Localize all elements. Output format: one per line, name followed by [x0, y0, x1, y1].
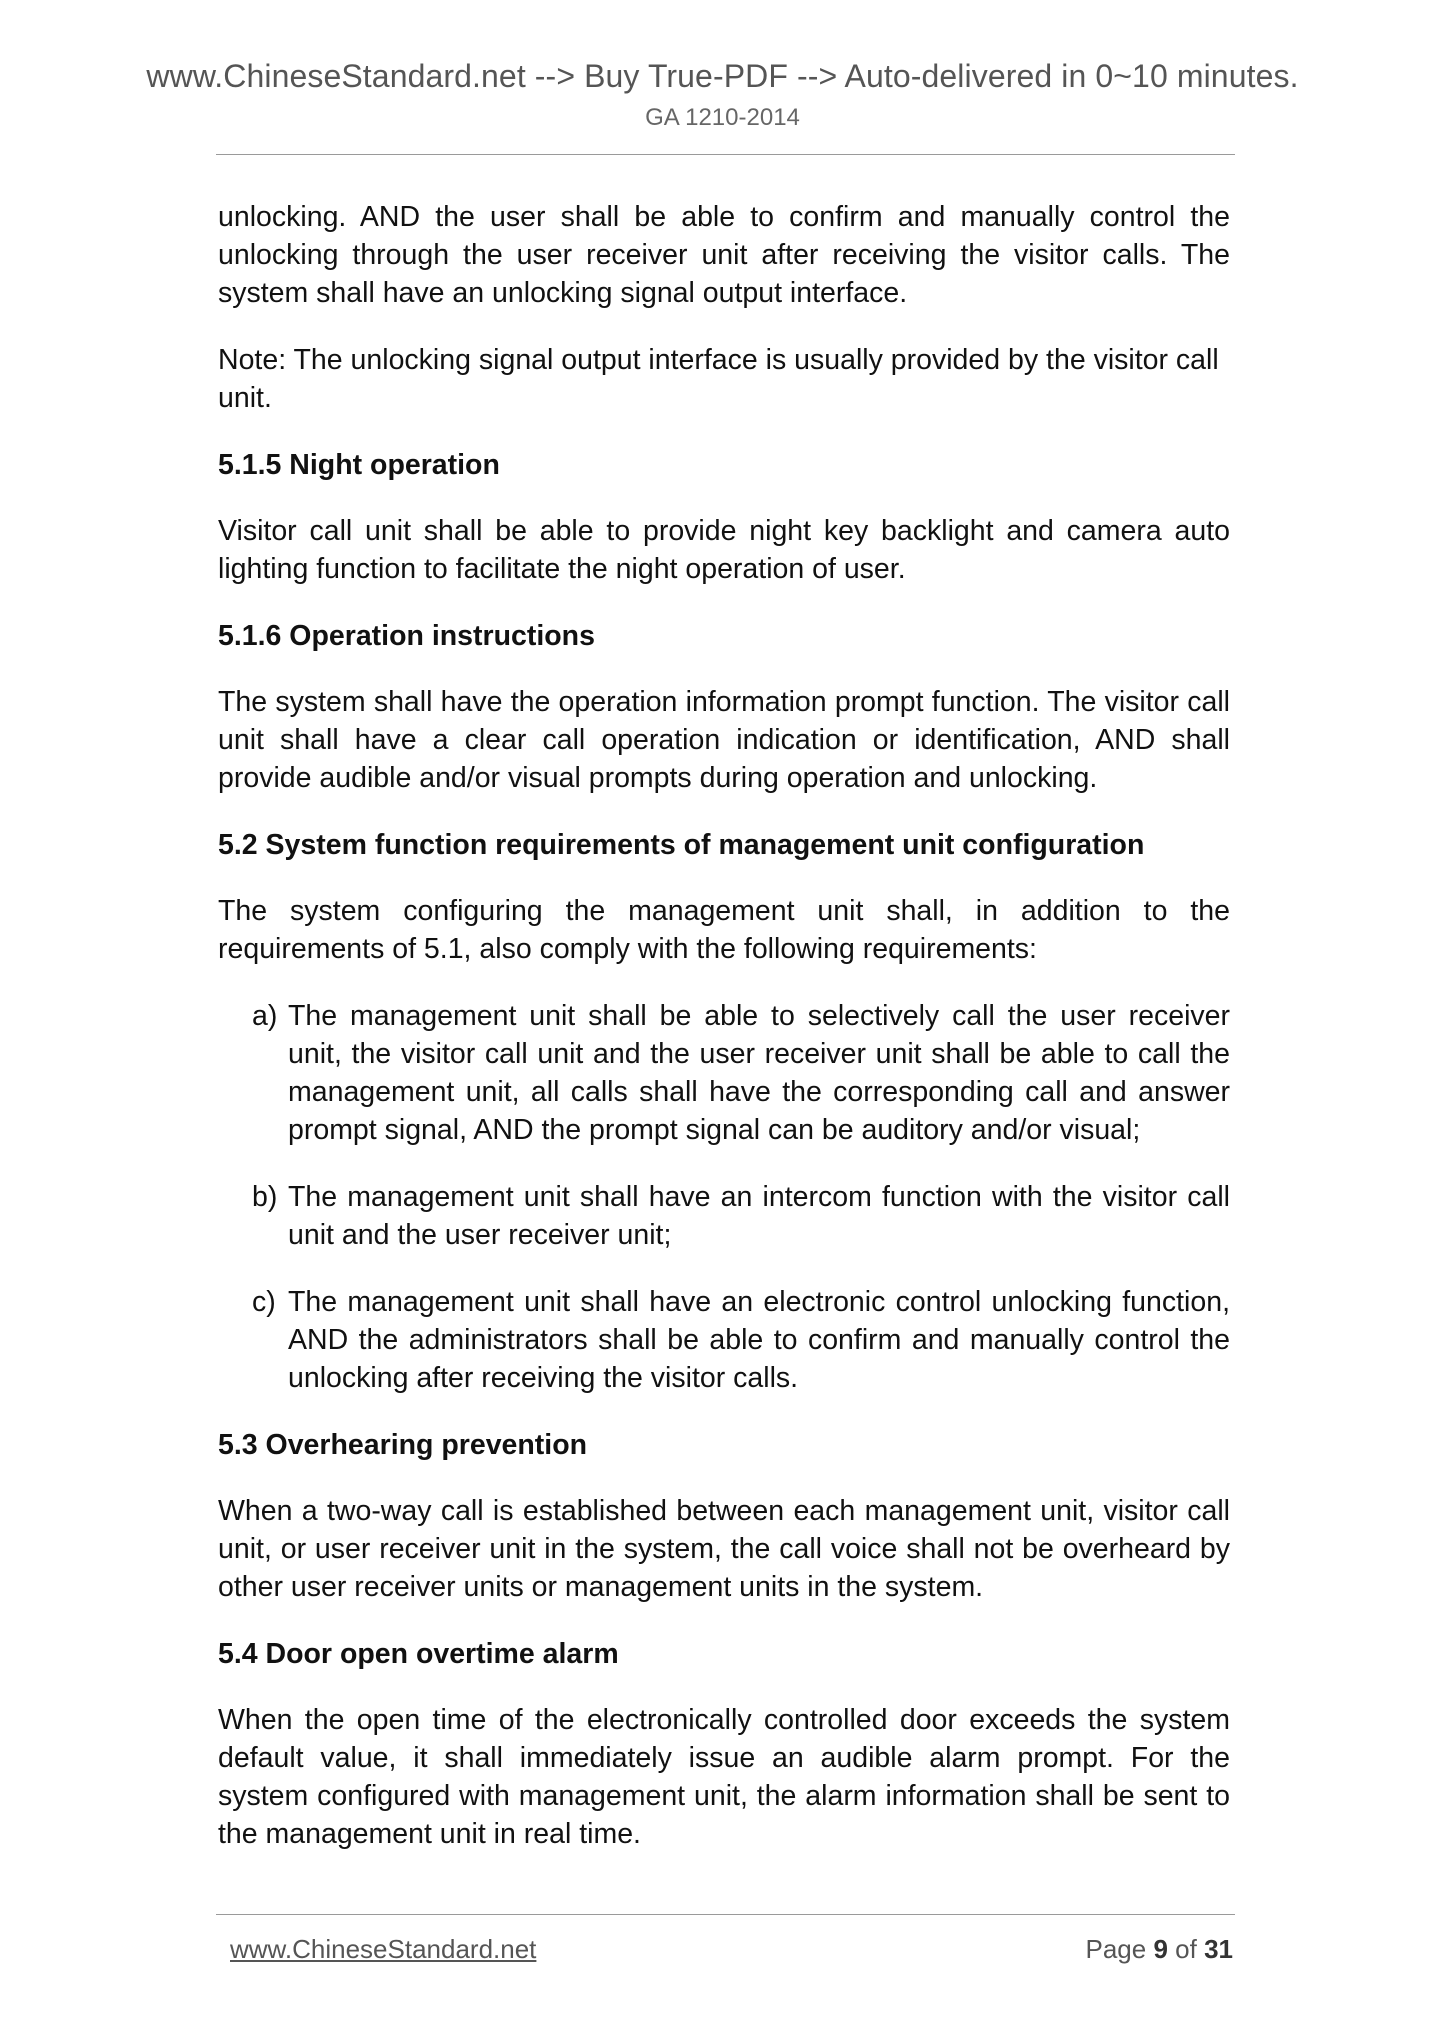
list-item-text: The management unit shall be able to selectively call the user receiver unit, the visitor call unit and the user receiver unit shall be able to call the management unit, all calls shall have the corresponding call and answer prompt signal, AND the prompt signal can be auditory and/or visual;	[288, 1000, 1230, 1146]
list-marker: a)	[252, 1000, 278, 1032]
paragraph-5-1-5: Visitor call unit shall be able to provide night key backlight and camera auto lighting function to facilitate the night operation of user.	[218, 515, 1230, 585]
page-total: 31	[1204, 1934, 1233, 1964]
list-marker: b)	[252, 1181, 278, 1213]
document-body	[218, 198, 1230, 1882]
page-label: Page	[1085, 1934, 1147, 1964]
heading-5-4: 5.4 Door open overtime alarm	[218, 1638, 619, 1670]
paragraph-continuation: unlocking. AND the user shall be able to confirm and manually control the unlocking through the user receiver unit after receiving the visitor calls. The system shall have an unlocking signal output interface.	[218, 201, 1230, 309]
paragraph-5-1-6: The system shall have the operation information prompt function. The visitor call unit shall have a clear call operation indication or identification, AND shall provide audible and/or visual prompts during operation and unlocking.	[218, 686, 1230, 794]
paragraph-5-2: The system configuring the management unit shall, in addition to the requirements of 5.1, also comply with the following requirements:	[218, 895, 1230, 965]
page-indicator	[1085, 1934, 1233, 1965]
heading-5-3: 5.3 Overhearing prevention	[218, 1429, 588, 1461]
heading-5-1-6: 5.1.6 Operation instructions	[218, 620, 595, 652]
list-item	[218, 1178, 1230, 1254]
list-item	[218, 997, 1230, 1149]
header-banner: www.ChineseStandard.net --> Buy True-PDF --> Auto-delivered in 0~10 minutes.	[146, 58, 1299, 94]
page-current: 9	[1153, 1934, 1168, 1964]
paragraph-5-4: When the open time of the electronically controlled door exceeds the system default value, it shall immediately issue an audible alarm prompt. For the system configured with management unit, the alarm information shall be sent to the management unit in real time.	[218, 1704, 1230, 1850]
page-of: of	[1175, 1934, 1197, 1964]
heading-5-1-5: 5.1.5 Night operation	[218, 449, 500, 481]
list-item	[218, 1283, 1230, 1397]
footer-divider	[216, 1914, 1235, 1915]
list-marker: c)	[252, 1286, 276, 1318]
header-divider	[216, 154, 1235, 155]
note-paragraph: Note: The unlocking signal output interface is usually provided by the visitor call unit.	[218, 344, 1219, 414]
footer-site-link[interactable]: www.ChineseStandard.net	[230, 1934, 537, 1964]
standard-code: GA 1210-2014	[645, 104, 800, 131]
list-item-text: The management unit shall have an electronic control unlocking function, AND the administrators shall be able to confirm and manually control the unlocking after receiving the visitor calls.	[288, 1286, 1230, 1394]
list-item-text: The management unit shall have an intercom function with the visitor call unit and the user receiver unit;	[288, 1181, 1230, 1251]
paragraph-5-3: When a two-way call is established between each management unit, visitor call unit, or user receiver unit in the system, the call voice shall not be overheard by other user receiver units or management units in the system.	[218, 1495, 1230, 1603]
requirements-list	[218, 997, 1230, 1397]
heading-5-2: 5.2 System function requirements of management unit configuration	[218, 829, 1145, 861]
